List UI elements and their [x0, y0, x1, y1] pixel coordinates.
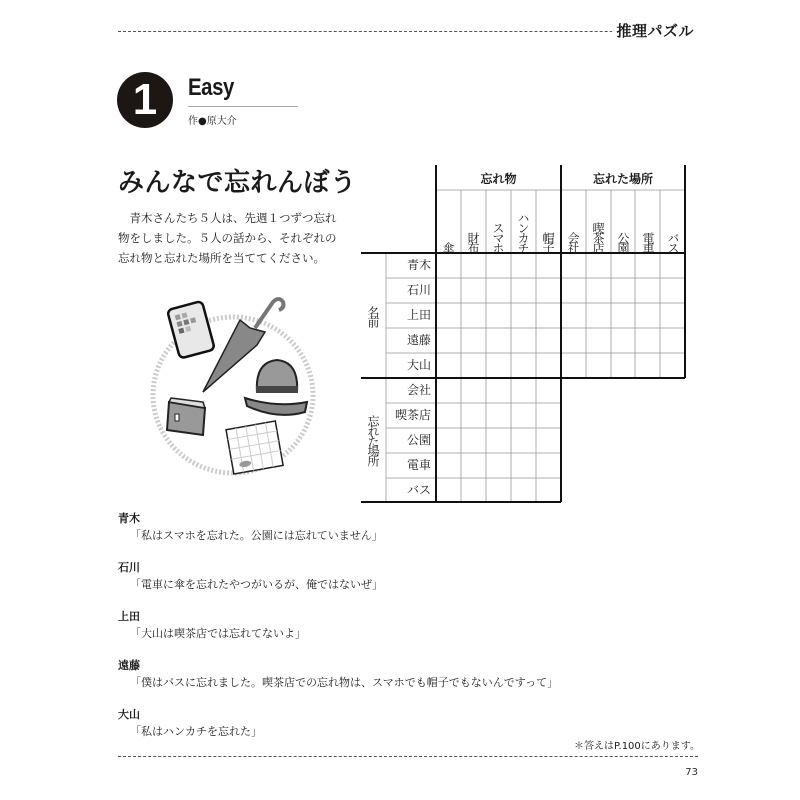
level-underline [188, 106, 298, 107]
statements-list [118, 510, 558, 740]
col-header-hat: 帽子 [541, 232, 555, 252]
puzzle-intro: 青木さんたち５人は、先週１つずつ忘れ物をしました。５人の話から、それぞれの忘れ物と忘れた場所を当ててください。 [118, 211, 337, 265]
answer-note: ＊答えはP.100にあります。 [574, 741, 700, 752]
statement-quote: 「僕はバスに忘れました。喫茶店での忘れ物は、スマホでも帽子でもないんですって」 [130, 676, 559, 689]
row-label-ueda: 上田 [406, 308, 431, 322]
row-label-park: 公園 [406, 433, 431, 447]
statement-quote: 「私はスマホを忘れた。公園には忘れていません」 [130, 529, 383, 542]
statement-oyama [118, 706, 558, 740]
place-row-labels [386, 378, 431, 503]
row-label-oyama: 大山 [406, 358, 431, 372]
hat-icon [245, 360, 307, 415]
row-group-names [361, 253, 386, 378]
wallet-icon [167, 398, 205, 435]
statement-aoki [118, 510, 558, 544]
statement-speaker: 石川 [118, 561, 140, 574]
handkerchief-icon [226, 421, 283, 474]
statement-speaker: 遠藤 [118, 659, 140, 672]
statement-endo [118, 657, 558, 691]
header-dashed-rule [118, 31, 698, 32]
row-label-aoki: 青木 [406, 258, 431, 272]
statement-quote: 「電車に傘を忘れたやつがいるが、俺ではないぜ」 [130, 578, 383, 591]
statement-speaker: 大山 [118, 708, 140, 721]
row-label-endo: 遠藤 [406, 333, 431, 347]
place-column-headers [561, 192, 686, 252]
puzzle-number-badge: 1 [117, 72, 173, 128]
row-label-ishikawa: 石川 [406, 283, 431, 297]
col-header-office: 会社 [566, 232, 580, 252]
col-header-bus: バス [666, 232, 680, 252]
row-label-cafe: 喫茶店 [394, 408, 431, 422]
row-group-label-places: 忘れた場所 [366, 415, 380, 465]
puzzle-title: みんなで忘れんぼう [118, 168, 357, 198]
group-header-places: 忘れた場所 [592, 172, 653, 186]
name-row-labels [386, 253, 431, 378]
statement-ueda [118, 608, 558, 642]
col-header-cafe: 喫茶店 [591, 222, 605, 252]
author-credit: 作●原大介 [188, 116, 237, 127]
section-title: 推理パズル [612, 20, 698, 41]
row-label-train: 電車 [406, 458, 431, 472]
group-header-items: 忘れ物 [480, 172, 517, 186]
statement-speaker: 上田 [118, 610, 140, 623]
difficulty-level: Easy [188, 74, 234, 101]
lost-items-illustration [145, 290, 320, 490]
row-label-bus: バス [406, 483, 431, 497]
smartphone-icon [167, 301, 215, 359]
row-group-places [361, 378, 386, 502]
statement-speaker: 青木 [118, 512, 140, 525]
row-label-office: 会社 [406, 383, 431, 397]
col-header-wallet: 財布 [466, 232, 480, 252]
item-column-headers [436, 192, 561, 252]
footer-dashed-rule [118, 756, 698, 757]
col-header-smartphone: スマホ [491, 222, 505, 252]
col-header-train: 電車 [641, 232, 655, 252]
col-header-handkerchief: ハンカチ [516, 212, 530, 252]
statement-quote: 「私はハンカチを忘れた」 [130, 725, 262, 738]
statement-quote: 「大山は喫茶店では忘れてないよ」 [130, 627, 306, 640]
row-group-label-names: 名前 [366, 305, 380, 326]
statement-ishikawa [118, 559, 558, 593]
col-header-park: 公園 [616, 232, 630, 252]
page-number: 73 [685, 767, 698, 778]
col-header-umbrella: 傘 [441, 242, 455, 252]
